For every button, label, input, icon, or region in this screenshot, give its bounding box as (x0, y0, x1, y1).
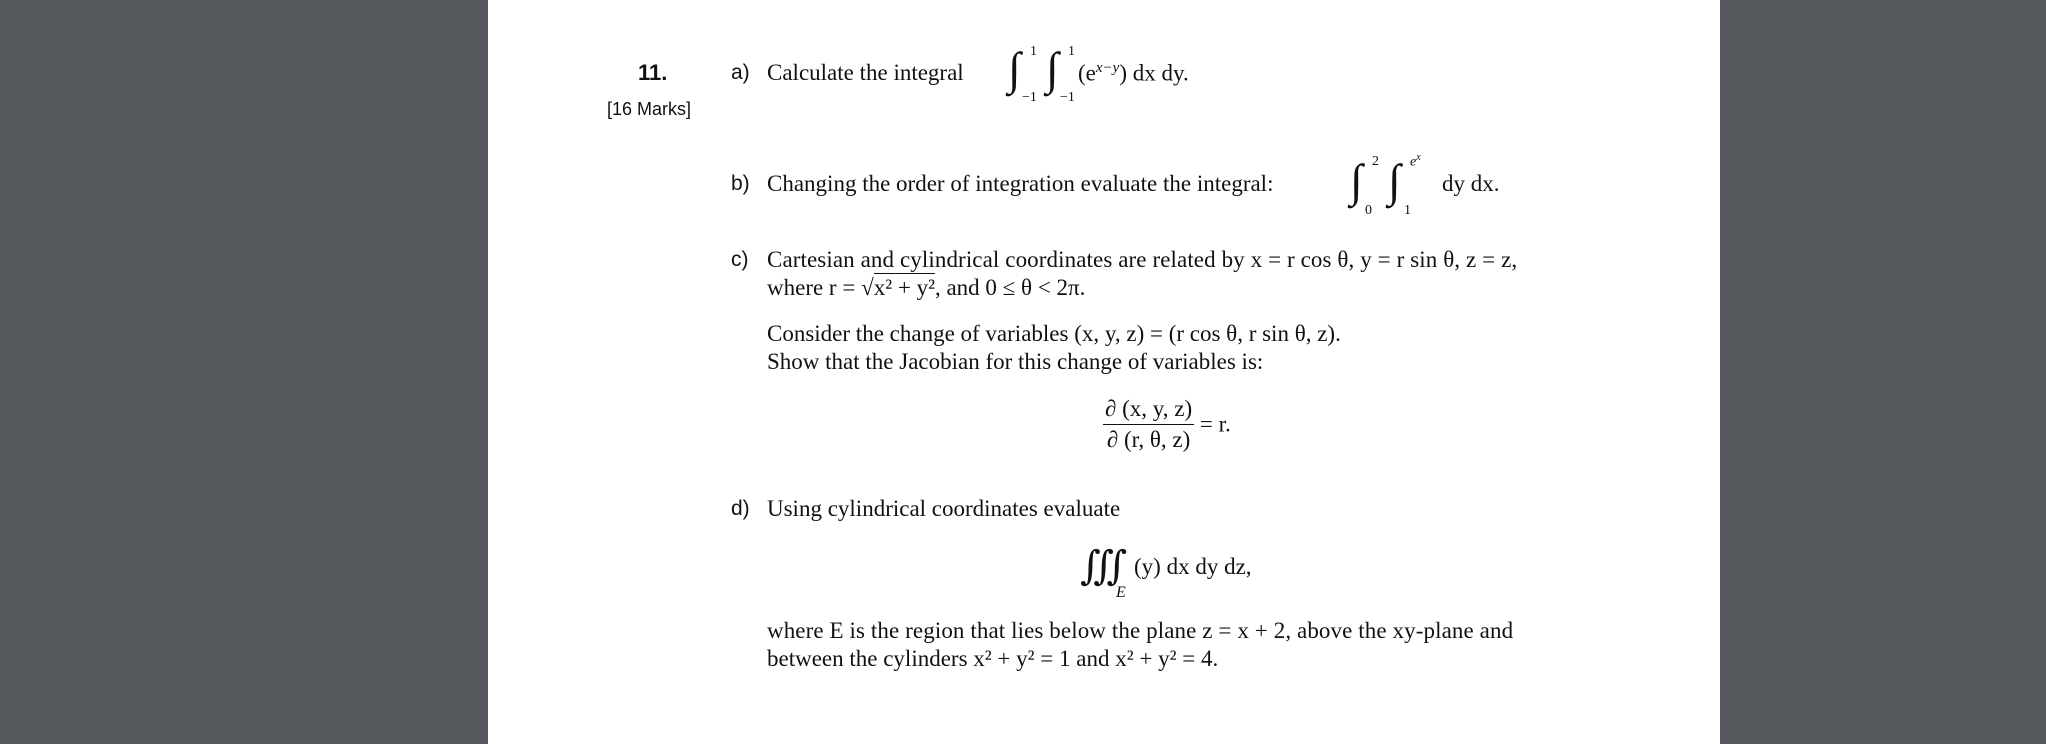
integral-sign-b2: ∫ (1388, 155, 1401, 206)
part-a-text: Calculate the integral (767, 60, 964, 85)
upper-limit-b2: e (1410, 154, 1417, 170)
integral-sign-b1: ∫ (1350, 155, 1363, 206)
part-c-line4: Show that the Jacobian for this change of variables is: (767, 349, 1264, 374)
lower-limit-1: −1 (1022, 90, 1037, 105)
line2-sqrt: x² + y² (873, 275, 935, 300)
exam-page (488, 0, 1720, 744)
integral-sign-1: ∫ (1008, 43, 1021, 94)
region-subscript: E (1116, 584, 1126, 601)
lower-limit-b2: 1 (1404, 203, 1411, 218)
line2-post: , and 0 ≤ θ < 2π. (934, 275, 1086, 300)
integrand-a: (e (1078, 60, 1096, 86)
part-a-integral (1008, 38, 1308, 108)
upper-limit-2: 1 (1068, 44, 1075, 59)
integral-sign-2: ∫ (1046, 43, 1059, 94)
integrand-d: (y) dx dy dz, (1134, 554, 1252, 579)
marks-label: [16 Marks] (607, 99, 692, 119)
jacobian-denominator: ∂ (r, θ, z) (1106, 427, 1191, 452)
tail-a: ) dx dy. (1119, 60, 1189, 86)
exponent-a: x−y (1095, 60, 1120, 76)
part-d-text: Using cylindrical coordinates evaluate (767, 496, 1121, 521)
part-d-label: d) (731, 497, 750, 520)
lower-limit-b1: 0 (1365, 203, 1372, 218)
upper-limit-1: 1 (1030, 44, 1037, 59)
part-c-label: c) (731, 248, 749, 271)
part-c-line2: where r = √x² + y², and 0 ≤ θ < 2π. (767, 275, 1086, 300)
part-b-integral (1350, 148, 1550, 223)
lower-limit-2: −1 (1060, 90, 1075, 105)
triple-integral-sign: ∭ (1080, 543, 1128, 588)
part-a-label: a) (731, 61, 750, 84)
question-number: 11. (638, 60, 668, 85)
part-c-line3: Consider the change of variables (x, y, z) = (r cos θ, r sin θ, z). (767, 321, 1341, 346)
part-d-line1: where E is the region that lies below the plane z = x + 2, above the xy-plane and (767, 618, 1514, 643)
upper-limit-b2-exp: x (1416, 152, 1421, 163)
tail-b: dy dx. (1442, 171, 1500, 196)
part-b-label: b) (731, 172, 750, 195)
part-b-text: Changing the order of integration evaluate the integral: (767, 171, 1274, 196)
part-d-integral (1080, 538, 1340, 608)
jacobian-rhs: = r. (1199, 411, 1231, 437)
jacobian-formula (1103, 396, 1231, 453)
part-d-line2: between the cylinders x² + y² = 1 and x² + y² = 4. (767, 646, 1219, 671)
part-c-line1: Cartesian and cylindrical coordinates are related by x = r cos θ, y = r sin θ, z = z, (767, 247, 1518, 272)
upper-limit-b1: 2 (1372, 154, 1379, 169)
jacobian-numerator: ∂ (x, y, z) (1103, 396, 1194, 425)
line2-pre: where r = (767, 275, 856, 300)
